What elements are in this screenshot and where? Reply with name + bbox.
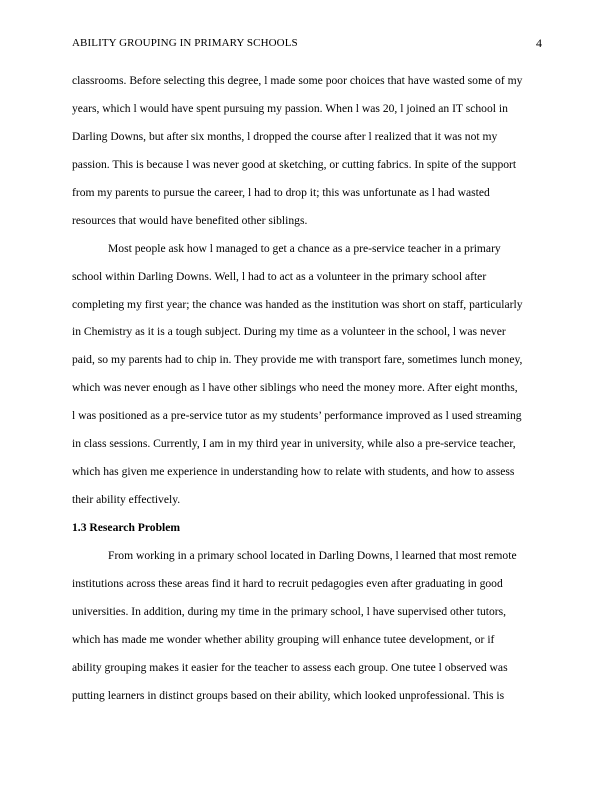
text-line: putting learners in distinct groups based on their ability, which looked unprofessional. This is: [72, 688, 505, 702]
text-line: from my parents to pursue the career, l had to drop it; this was unfortunate as l had wasted: [72, 185, 490, 199]
text-line: l was positioned as a pre-service tutor as my students’ performance improved as l used streaming: [72, 409, 522, 423]
text-line: completing my first year; the chance was handed as the institution was short on staff, particularly: [72, 297, 523, 311]
text-line: institutions across these areas find it hard to recruit pedagogies even after graduating in good: [72, 576, 503, 590]
text-line: in Chemistry as it is a tough subject. During my time as a volunteer in the school, l was never: [72, 325, 506, 339]
running-head: ABILITY GROUPING IN PRIMARY SCHOOLS: [72, 37, 298, 49]
text-line: From working in a primary school located in Darling Downs, l learned that most remote: [108, 548, 517, 562]
text-line: passion. This is because l was never good at sketching, or cutting fabrics. In spite of the support: [72, 157, 517, 171]
text-line: ability grouping makes it easier for the teacher to assess each group. One tutee l observed was: [72, 660, 508, 674]
text-line: their ability effectively.: [72, 493, 181, 507]
text-line: which has made me wonder whether ability grouping will enhance tutee development, or if: [72, 632, 495, 646]
body-text: [72, 67, 540, 710]
text-line: years, which l would have spent pursuing my passion. When l was 20, l joined an IT school in: [72, 101, 508, 115]
text-line: Most people ask how l managed to get a chance as a pre-service teacher in a primary: [108, 241, 501, 255]
text-line: resources that would have benefited other siblings.: [72, 213, 308, 227]
text-line: which was never enough as l have other siblings who need the money more. After eight months,: [72, 381, 518, 395]
text-line: paid, so my parents had to chip in. They provide me with transport fare, sometimes lunch money,: [72, 353, 523, 367]
text-line: universities. In addition, during my time in the primary school, l have supervised other tutors,: [72, 604, 507, 618]
text-line: classrooms. Before selecting this degree, l made some poor choices that have wasted some of my: [72, 74, 523, 87]
text-line: school within Darling Downs. Well, l had to act as a volunteer in the primary school after: [72, 269, 487, 283]
paragraph-pre-service: [72, 235, 540, 514]
page-number: 4: [536, 36, 542, 50]
text-line: Darling Downs, but after six months, l dropped the course after l realized that it was not my: [72, 129, 498, 143]
paragraph-research-problem: [72, 542, 540, 710]
text-line: in class sessions. Currently, I am in my third year in university, while also a pre-service teacher,: [72, 437, 516, 451]
text-line: which has given me experience in understanding how to relate with students, and how to assess: [72, 465, 515, 479]
paragraph-continued: [72, 67, 540, 235]
section-heading: 1.3 Research Problem: [72, 521, 181, 534]
